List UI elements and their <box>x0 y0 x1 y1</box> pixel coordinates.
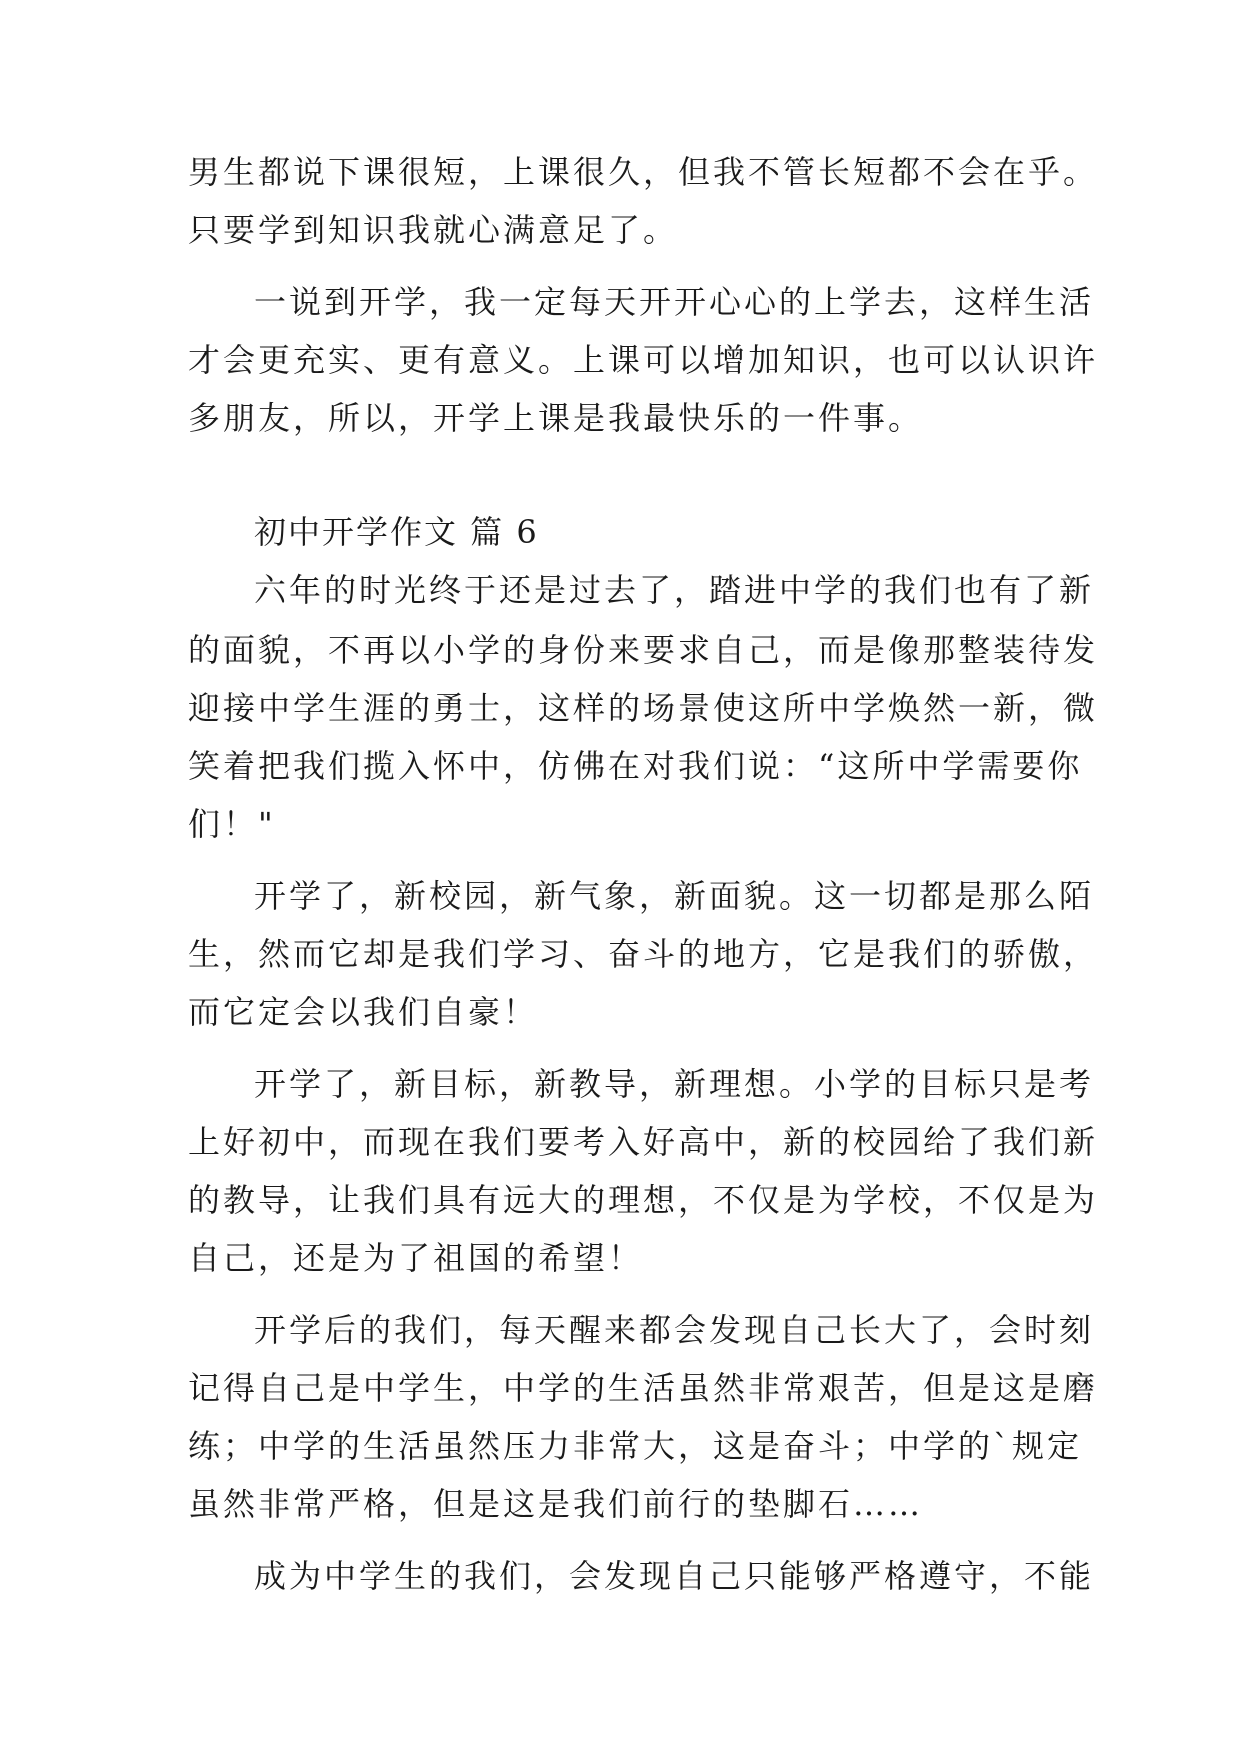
paragraph-start-line: 开学后的我们，每天醒来都会发现自己长大了，会时刻 <box>254 1311 1095 1349</box>
text-line: 多朋友，所以，开学上课是我最快乐的一件事。 <box>188 399 924 437</box>
text-line: 男生都说下课很短，上课很久，但我不管长短都不会在乎。 <box>188 153 1099 191</box>
text-line: 们！" <box>188 805 276 843</box>
text-line: 的面貌，不再以小学的身份来要求自己，而是像那整装待发 <box>188 631 1099 669</box>
text-line: 自己，还是为了祖国的希望！ <box>188 1239 644 1277</box>
paragraph-start-line: 成为中学生的我们，会发现自己只能够严格遵守，不能 <box>254 1557 1095 1595</box>
section-heading: 初中开学作文 篇 6 <box>254 513 539 551</box>
text-line: 才会更充实、更有意义。上课可以增加知识，也可以认识许 <box>188 341 1099 379</box>
text-line: 生，然而它却是我们学习、奋斗的地方，它是我们的骄傲， <box>188 935 1099 973</box>
paragraph-start-line: 开学了，新校园，新气象，新面貌。这一切都是那么陌 <box>254 877 1095 915</box>
text-line: 只要学到知识我就心满意足了。 <box>188 211 679 249</box>
text-line: 练；中学的生活虽然压力非常大，这是奋斗；中学的`规定 <box>188 1427 1083 1465</box>
text-line: 虽然非常严格，但是这是我们前行的垫脚石…… <box>188 1485 924 1523</box>
text-line: 笑着把我们揽入怀中，仿佛在对我们说：“这所中学需要你 <box>188 747 1083 785</box>
text-line: 记得自己是中学生，中学的生活虽然非常艰苦，但是这是磨 <box>188 1369 1099 1407</box>
text-line: 上好初中，而现在我们要考入好高中，新的校园给了我们新 <box>188 1123 1099 1161</box>
paragraph-start-line: 六年的时光终于还是过去了，踏进中学的我们也有了新 <box>254 571 1095 609</box>
text-line: 的教导，让我们具有远大的理想，不仅是为学校，不仅是为 <box>188 1181 1099 1219</box>
text-line: 而它定会以我们自豪！ <box>188 993 539 1031</box>
paragraph-start-line: 一说到开学，我一定每天开开心心的上学去，这样生活 <box>254 283 1095 321</box>
paragraph-start-line: 开学了，新目标，新教导，新理想。小学的目标只是考 <box>254 1065 1095 1103</box>
text-line: 迎接中学生涯的勇士，这样的场景使这所中学焕然一新，微 <box>188 689 1099 727</box>
